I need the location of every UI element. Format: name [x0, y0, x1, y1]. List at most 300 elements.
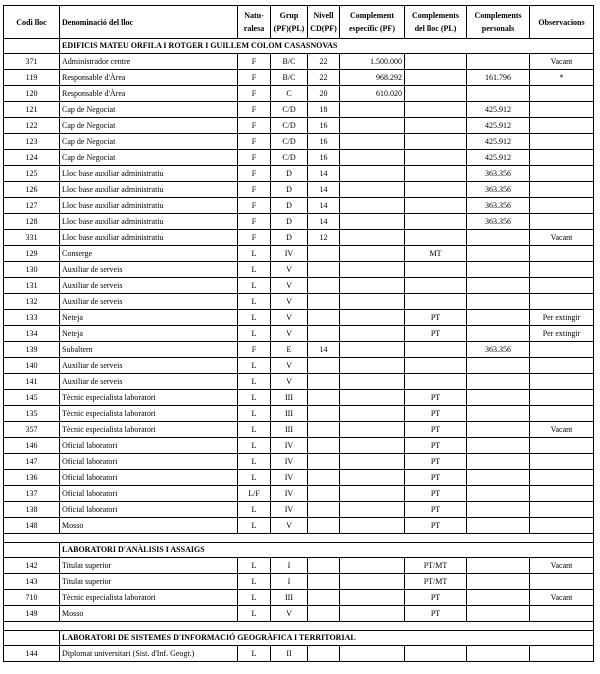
cell-complement-especific	[340, 262, 405, 278]
cell-complements-lloc	[405, 102, 467, 118]
cell-complements-personals	[467, 278, 530, 294]
cell-complements-lloc: PT	[405, 486, 467, 502]
cell-nivell	[308, 454, 340, 470]
cell-complement-especific	[340, 502, 405, 518]
cell-denominacio: Tècnic especialista laboratori	[60, 406, 238, 422]
table-row	[4, 214, 594, 230]
cell-complement-especific	[340, 646, 405, 662]
cell-codi: 143	[4, 574, 60, 590]
cell-grup: III	[271, 422, 308, 438]
cell-codi: 122	[4, 118, 60, 134]
cell-denominacio: Diplomat universitari (Sist. d'Inf. Geogr.)	[60, 646, 238, 662]
cell-naturalesa: F	[238, 102, 271, 118]
cell-denominacio: Lloc base auxiliar administratiu	[60, 214, 238, 230]
cell-grup: C	[271, 86, 308, 102]
positions-table-sheet	[3, 5, 594, 662]
header-naturalesa: Natu-ralesa	[238, 6, 271, 39]
cell-complement-especific	[340, 294, 405, 310]
cell-nivell	[308, 278, 340, 294]
cell-complements-personals: 363.356	[467, 198, 530, 214]
header-complement-especific: Complement específic (PF)	[340, 6, 405, 39]
cell-complements-personals	[467, 246, 530, 262]
cell-nivell: 14	[308, 214, 340, 230]
cell-naturalesa: F	[238, 54, 271, 70]
cell-codi: 132	[4, 294, 60, 310]
cell-observacions	[530, 358, 594, 374]
cell-observacions	[530, 454, 594, 470]
cell-naturalesa: L	[238, 422, 271, 438]
cell-nivell: 22	[308, 54, 340, 70]
section-empty-cell	[4, 631, 60, 646]
cell-complement-especific	[340, 358, 405, 374]
cell-codi: 123	[4, 134, 60, 150]
cell-denominacio: Cap de Negociat	[60, 150, 238, 166]
cell-grup: V	[271, 518, 308, 534]
cell-codi: 141	[4, 374, 60, 390]
cell-complements-personals	[467, 262, 530, 278]
cell-complements-lloc	[405, 278, 467, 294]
cell-naturalesa: L	[238, 246, 271, 262]
cell-observacions: Vacant	[530, 590, 594, 606]
cell-grup: V	[271, 262, 308, 278]
cell-naturalesa: L	[238, 454, 271, 470]
cell-complements-lloc	[405, 262, 467, 278]
cell-nivell	[308, 326, 340, 342]
cell-complements-personals: 425.912	[467, 150, 530, 166]
cell-complements-lloc: PT	[405, 326, 467, 342]
cell-complements-lloc	[405, 294, 467, 310]
table-row	[4, 406, 594, 422]
table-row	[4, 198, 594, 214]
cell-complements-lloc	[405, 230, 467, 246]
cell-complement-especific	[340, 246, 405, 262]
section-row	[4, 39, 594, 54]
section-title: EDIFICIS MATEU ORFILA I ROTGER I GUILLEM COLOM CASASNOVAS	[60, 39, 594, 54]
cell-complement-especific: 1.500.000	[340, 54, 405, 70]
section-empty-cell	[4, 39, 60, 54]
cell-grup: B/C	[271, 70, 308, 86]
cell-grup: D	[271, 230, 308, 246]
cell-codi: 149	[4, 606, 60, 622]
cell-naturalesa: L	[238, 590, 271, 606]
table-row	[4, 422, 594, 438]
cell-observacions	[530, 294, 594, 310]
cell-complements-lloc: PT/MT	[405, 558, 467, 574]
cell-complements-lloc	[405, 374, 467, 390]
header-observacions: Observacions	[530, 6, 594, 39]
cell-codi: 137	[4, 486, 60, 502]
cell-naturalesa: L	[238, 310, 271, 326]
table-row	[4, 54, 594, 70]
cell-complement-especific	[340, 574, 405, 590]
table-row	[4, 438, 594, 454]
cell-nivell	[308, 486, 340, 502]
cell-complement-especific	[340, 166, 405, 182]
spacer-cell	[4, 622, 594, 631]
table-row	[4, 518, 594, 534]
cell-complements-personals	[467, 646, 530, 662]
cell-observacions	[530, 486, 594, 502]
cell-observacions	[530, 606, 594, 622]
cell-denominacio: Responsable d'Àrea	[60, 86, 238, 102]
table-row	[4, 294, 594, 310]
cell-complements-personals	[467, 438, 530, 454]
cell-complements-lloc: PT	[405, 470, 467, 486]
cell-complements-lloc: MT	[405, 246, 467, 262]
cell-codi: 124	[4, 150, 60, 166]
cell-complements-lloc	[405, 70, 467, 86]
cell-grup: V	[271, 326, 308, 342]
cell-complements-personals	[467, 502, 530, 518]
cell-observacions	[530, 390, 594, 406]
cell-naturalesa: L	[238, 294, 271, 310]
cell-complement-especific	[340, 326, 405, 342]
cell-denominacio: Lloc base auxiliar administratiu	[60, 230, 238, 246]
cell-complements-personals	[467, 558, 530, 574]
cell-complement-especific	[340, 470, 405, 486]
cell-naturalesa: F	[238, 118, 271, 134]
cell-nivell: 20	[308, 86, 340, 102]
cell-observacions: Vacant	[530, 422, 594, 438]
table-row	[4, 86, 594, 102]
section-title: LABORATORI DE SISTEMES D'INFORMACIÓ GEOGRÀFICA I TERRITORIAL	[60, 631, 594, 646]
cell-complements-personals	[467, 358, 530, 374]
cell-complement-especific	[340, 102, 405, 118]
cell-codi: 147	[4, 454, 60, 470]
cell-complement-especific	[340, 486, 405, 502]
table-row	[4, 486, 594, 502]
cell-complements-lloc: PT	[405, 422, 467, 438]
cell-naturalesa: L	[238, 326, 271, 342]
cell-observacions	[530, 198, 594, 214]
cell-complement-especific	[340, 118, 405, 134]
cell-denominacio: Oficial laboratori	[60, 454, 238, 470]
cell-codi: 126	[4, 182, 60, 198]
cell-grup: IV	[271, 502, 308, 518]
cell-denominacio: Lloc base auxiliar administratiu	[60, 166, 238, 182]
table-row	[4, 70, 594, 86]
section-spacer	[4, 534, 594, 543]
cell-nivell	[308, 502, 340, 518]
section-spacer	[4, 622, 594, 631]
table-row	[4, 606, 594, 622]
cell-complement-especific	[340, 374, 405, 390]
cell-observacions	[530, 278, 594, 294]
cell-grup: V	[271, 374, 308, 390]
cell-observacions	[530, 574, 594, 590]
cell-denominacio: Neteja	[60, 310, 238, 326]
cell-nivell	[308, 606, 340, 622]
cell-naturalesa: F	[238, 198, 271, 214]
cell-grup: IV	[271, 438, 308, 454]
cell-observacions	[530, 646, 594, 662]
cell-nivell	[308, 374, 340, 390]
cell-denominacio: Cap de Negociat	[60, 118, 238, 134]
table-row	[4, 102, 594, 118]
cell-complements-lloc	[405, 54, 467, 70]
cell-complements-personals	[467, 590, 530, 606]
cell-complements-personals	[467, 390, 530, 406]
cell-naturalesa: L	[238, 262, 271, 278]
cell-complements-lloc	[405, 198, 467, 214]
cell-complements-lloc	[405, 182, 467, 198]
cell-denominacio: Titulat superior	[60, 574, 238, 590]
table-row	[4, 470, 594, 486]
table-row	[4, 502, 594, 518]
cell-observacions	[530, 438, 594, 454]
cell-complements-personals: 363.356	[467, 182, 530, 198]
cell-observacions: Vacant	[530, 230, 594, 246]
cell-naturalesa: L	[238, 518, 271, 534]
cell-nivell: 12	[308, 230, 340, 246]
table-row	[4, 558, 594, 574]
cell-nivell	[308, 590, 340, 606]
cell-complement-especific	[340, 150, 405, 166]
cell-grup: V	[271, 278, 308, 294]
cell-codi: 144	[4, 646, 60, 662]
cell-denominacio: Auxiliar de serveis	[60, 358, 238, 374]
cell-complements-lloc: PT	[405, 390, 467, 406]
cell-codi: 125	[4, 166, 60, 182]
cell-complements-personals: 363.356	[467, 342, 530, 358]
header-nivell: Nivell CD(PF)	[308, 6, 340, 39]
cell-nivell	[308, 438, 340, 454]
cell-grup: IV	[271, 246, 308, 262]
cell-naturalesa: L	[238, 502, 271, 518]
cell-observacions: Per extingir	[530, 310, 594, 326]
cell-denominacio: Lloc base auxiliar administratiu	[60, 198, 238, 214]
cell-complements-lloc	[405, 134, 467, 150]
cell-complement-especific	[340, 590, 405, 606]
cell-denominacio: Oficial laboratori	[60, 502, 238, 518]
cell-complements-personals: 425.912	[467, 118, 530, 134]
table-row	[4, 262, 594, 278]
table-row	[4, 118, 594, 134]
header-row	[4, 6, 594, 39]
header-grup: Grup (PF)(PL)	[271, 6, 308, 39]
cell-codi: 129	[4, 246, 60, 262]
cell-codi: 146	[4, 438, 60, 454]
cell-nivell	[308, 390, 340, 406]
cell-denominacio: Lloc base auxiliar administratiu	[60, 182, 238, 198]
cell-nivell	[308, 422, 340, 438]
cell-denominacio: Tècnic especialista laboratori	[60, 422, 238, 438]
cell-observacions	[530, 342, 594, 358]
cell-nivell: 14	[308, 166, 340, 182]
cell-nivell	[308, 246, 340, 262]
cell-complement-especific	[340, 406, 405, 422]
cell-denominacio: Oficial laboratori	[60, 470, 238, 486]
cell-complements-lloc: PT	[405, 518, 467, 534]
cell-complement-especific	[340, 198, 405, 214]
cell-complements-lloc	[405, 342, 467, 358]
cell-complements-lloc	[405, 150, 467, 166]
table-row	[4, 134, 594, 150]
cell-observacions	[530, 134, 594, 150]
cell-complement-especific	[340, 182, 405, 198]
table-body	[4, 39, 594, 662]
cell-denominacio: Oficial laboratori	[60, 438, 238, 454]
cell-complements-personals	[467, 422, 530, 438]
cell-codi: 142	[4, 558, 60, 574]
cell-complements-lloc	[405, 118, 467, 134]
cell-denominacio: Tècnic especialista laboratori	[60, 390, 238, 406]
cell-codi: 145	[4, 390, 60, 406]
cell-complements-personals	[467, 86, 530, 102]
cell-nivell: 16	[308, 118, 340, 134]
cell-naturalesa: L	[238, 646, 271, 662]
cell-naturalesa: L	[238, 606, 271, 622]
cell-denominacio: Mosso	[60, 518, 238, 534]
table-row	[4, 246, 594, 262]
cell-complement-especific: 968.292	[340, 70, 405, 86]
cell-denominacio: Responsable d'Àrea	[60, 70, 238, 86]
cell-grup: D	[271, 198, 308, 214]
cell-grup: IV	[271, 470, 308, 486]
cell-codi: 128	[4, 214, 60, 230]
cell-naturalesa: F	[238, 150, 271, 166]
table-row	[4, 326, 594, 342]
cell-complements-personals	[467, 326, 530, 342]
cell-denominacio: Auxiliar de serveis	[60, 374, 238, 390]
cell-naturalesa: L	[238, 390, 271, 406]
cell-complement-especific	[340, 342, 405, 358]
cell-complements-personals	[467, 574, 530, 590]
cell-naturalesa: F	[238, 342, 271, 358]
cell-nivell	[308, 574, 340, 590]
cell-observacions	[530, 262, 594, 278]
cell-codi: 120	[4, 86, 60, 102]
cell-denominacio: Tècnic especialista laboratori	[60, 590, 238, 606]
cell-codi: 331	[4, 230, 60, 246]
cell-nivell	[308, 406, 340, 422]
cell-grup: IV	[271, 454, 308, 470]
cell-observacions	[530, 86, 594, 102]
cell-codi: 133	[4, 310, 60, 326]
cell-nivell	[308, 558, 340, 574]
cell-denominacio: Cap de Negociat	[60, 102, 238, 118]
table-row	[4, 374, 594, 390]
cell-observacions	[530, 166, 594, 182]
cell-codi: 135	[4, 406, 60, 422]
cell-complement-especific	[340, 214, 405, 230]
cell-observacions	[530, 150, 594, 166]
cell-naturalesa: F	[238, 134, 271, 150]
cell-codi: 138	[4, 502, 60, 518]
cell-nivell: 14	[308, 342, 340, 358]
table-row	[4, 278, 594, 294]
cell-grup: D	[271, 182, 308, 198]
cell-complements-lloc: PT	[405, 590, 467, 606]
cell-codi: 371	[4, 54, 60, 70]
cell-nivell	[308, 646, 340, 662]
cell-nivell	[308, 262, 340, 278]
cell-complements-lloc	[405, 86, 467, 102]
positions-table	[3, 5, 594, 662]
cell-observacions	[530, 470, 594, 486]
cell-denominacio: Subaltern	[60, 342, 238, 358]
cell-naturalesa: F	[238, 166, 271, 182]
cell-complements-personals	[467, 518, 530, 534]
cell-codi: 710	[4, 590, 60, 606]
cell-complement-especific	[340, 422, 405, 438]
cell-complements-lloc: PT/MT	[405, 574, 467, 590]
cell-complement-especific	[340, 134, 405, 150]
cell-denominacio: Conserge	[60, 246, 238, 262]
cell-denominacio: Auxiliar de serveis	[60, 262, 238, 278]
cell-complements-personals: 425.912	[467, 134, 530, 150]
cell-complements-lloc: PT	[405, 310, 467, 326]
cell-complement-especific	[340, 390, 405, 406]
cell-observacions	[530, 214, 594, 230]
cell-complements-personals	[467, 606, 530, 622]
cell-nivell: 22	[308, 70, 340, 86]
cell-naturalesa: F	[238, 182, 271, 198]
cell-observacions	[530, 518, 594, 534]
header-codi: Codi lloc	[4, 6, 60, 39]
cell-observacions	[530, 182, 594, 198]
cell-grup: V	[271, 358, 308, 374]
cell-grup: V	[271, 606, 308, 622]
cell-complements-personals	[467, 486, 530, 502]
section-empty-cell	[4, 543, 60, 558]
cell-observacions	[530, 502, 594, 518]
cell-complements-lloc: PT	[405, 502, 467, 518]
table-row	[4, 590, 594, 606]
cell-observacions	[530, 246, 594, 262]
spacer-cell	[4, 534, 594, 543]
cell-codi: 121	[4, 102, 60, 118]
cell-grup: I	[271, 558, 308, 574]
cell-complements-personals	[467, 54, 530, 70]
cell-complement-especific	[340, 230, 405, 246]
cell-complement-especific	[340, 310, 405, 326]
cell-nivell: 16	[308, 150, 340, 166]
cell-naturalesa: L	[238, 406, 271, 422]
section-row	[4, 543, 594, 558]
table-row	[4, 646, 594, 662]
table-row	[4, 182, 594, 198]
cell-complement-especific	[340, 438, 405, 454]
cell-complements-lloc: PT	[405, 406, 467, 422]
cell-denominacio: Mosso	[60, 606, 238, 622]
cell-nivell: 18	[308, 102, 340, 118]
cell-complements-personals	[467, 470, 530, 486]
cell-codi: 148	[4, 518, 60, 534]
cell-complements-personals: 363.356	[467, 166, 530, 182]
cell-codi: 127	[4, 198, 60, 214]
cell-codi: 134	[4, 326, 60, 342]
cell-naturalesa: L	[238, 438, 271, 454]
cell-grup: III	[271, 390, 308, 406]
cell-complement-especific: 610.020	[340, 86, 405, 102]
cell-grup: C/D	[271, 150, 308, 166]
cell-naturalesa: L/F	[238, 486, 271, 502]
cell-complements-lloc	[405, 358, 467, 374]
cell-complements-personals	[467, 230, 530, 246]
table-row	[4, 230, 594, 246]
table-row	[4, 342, 594, 358]
cell-complements-personals	[467, 454, 530, 470]
cell-codi: 130	[4, 262, 60, 278]
table-row	[4, 390, 594, 406]
table-row	[4, 574, 594, 590]
cell-denominacio: Neteja	[60, 326, 238, 342]
cell-nivell	[308, 518, 340, 534]
cell-naturalesa: F	[238, 214, 271, 230]
cell-naturalesa: F	[238, 230, 271, 246]
cell-denominacio: Auxiliar de serveis	[60, 278, 238, 294]
